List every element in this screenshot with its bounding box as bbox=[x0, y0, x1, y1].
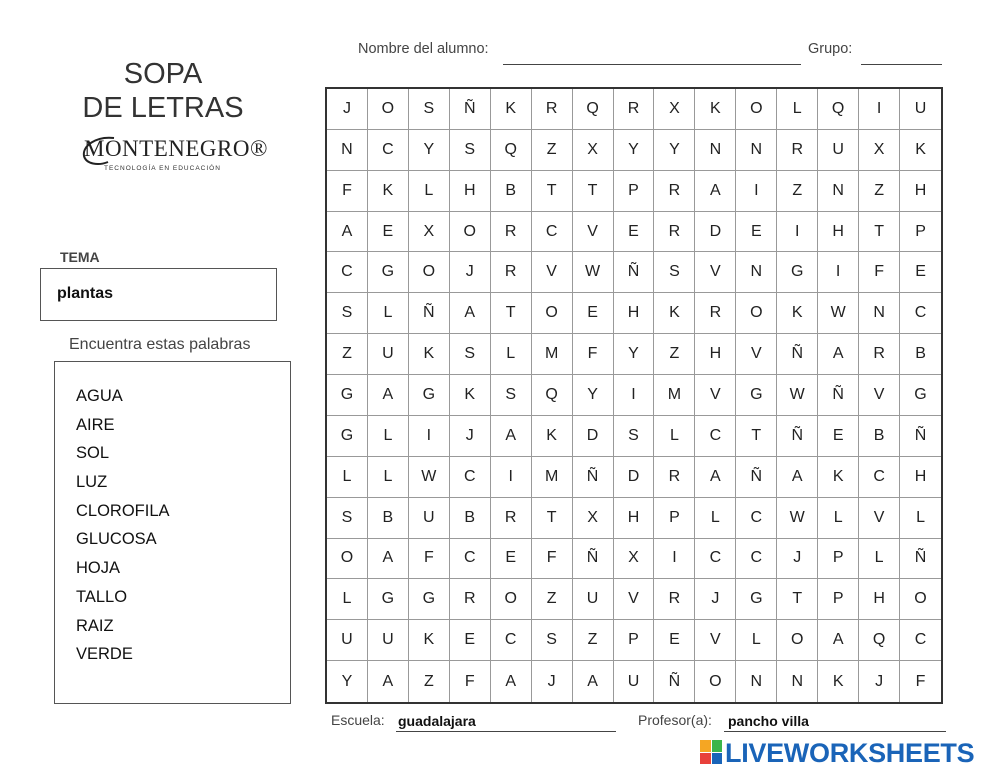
grid-cell[interactable]: V bbox=[859, 375, 900, 416]
grid-cell[interactable]: L bbox=[695, 498, 736, 539]
grid-cell[interactable]: G bbox=[368, 252, 409, 293]
grid-cell[interactable]: U bbox=[327, 620, 368, 661]
teacher-label: Profesor(a): bbox=[638, 712, 712, 728]
topic-box bbox=[40, 268, 277, 321]
grid-cell[interactable]: Y bbox=[614, 334, 655, 375]
grid-cell[interactable]: K bbox=[368, 171, 409, 212]
grid-cell[interactable]: N bbox=[777, 661, 818, 702]
word-list-label: Encuentra estas palabras bbox=[69, 336, 251, 353]
grid-cell[interactable]: G bbox=[736, 375, 777, 416]
grid-cell[interactable]: V bbox=[614, 579, 655, 620]
grid-cell[interactable]: Z bbox=[573, 620, 614, 661]
logo-tagline: TECNOLOGÍA EN EDUCACIÓN bbox=[104, 165, 221, 172]
grid-cell[interactable]: R bbox=[695, 293, 736, 334]
grid-cell[interactable]: I bbox=[409, 416, 450, 457]
grid-cell[interactable]: S bbox=[450, 130, 491, 171]
logo-square bbox=[712, 740, 723, 752]
grid-cell[interactable]: Q bbox=[532, 375, 573, 416]
grid-cell[interactable]: T bbox=[532, 498, 573, 539]
grid-cell[interactable]: O bbox=[491, 579, 532, 620]
grid-cell[interactable]: Z bbox=[777, 171, 818, 212]
grid-cell[interactable]: K bbox=[409, 334, 450, 375]
grid-cell[interactable]: L bbox=[900, 498, 941, 539]
grid-cell[interactable]: P bbox=[614, 620, 655, 661]
student-name-field[interactable] bbox=[503, 64, 801, 65]
grid-cell[interactable]: C bbox=[736, 539, 777, 580]
grid-cell[interactable]: K bbox=[900, 130, 941, 171]
grid-cell[interactable]: O bbox=[736, 89, 777, 130]
grid-cell[interactable]: Ñ bbox=[654, 661, 695, 702]
grid-cell[interactable]: J bbox=[777, 539, 818, 580]
liveworksheets-text: LIVEWORKSHEETS bbox=[725, 738, 975, 768]
grid-cell[interactable]: A bbox=[695, 457, 736, 498]
grid-cell[interactable]: E bbox=[368, 212, 409, 253]
grid-cell[interactable]: Y bbox=[614, 130, 655, 171]
grid-cell[interactable]: M bbox=[654, 375, 695, 416]
grid-cell[interactable]: W bbox=[777, 375, 818, 416]
grid-cell[interactable]: T bbox=[532, 171, 573, 212]
grid-cell[interactable]: X bbox=[654, 89, 695, 130]
topic-value: plantas bbox=[57, 285, 114, 302]
grid-cell[interactable]: O bbox=[450, 212, 491, 253]
grid-cell[interactable]: F bbox=[573, 334, 614, 375]
grid-cell[interactable]: R bbox=[654, 212, 695, 253]
grid-cell[interactable]: H bbox=[859, 579, 900, 620]
grid-cell[interactable]: B bbox=[450, 498, 491, 539]
school-value: guadalajara bbox=[398, 713, 476, 729]
grid-cell[interactable]: Q bbox=[859, 620, 900, 661]
grid-cell[interactable]: I bbox=[614, 375, 655, 416]
grid-cell[interactable]: G bbox=[409, 579, 450, 620]
grid-cell[interactable]: J bbox=[327, 89, 368, 130]
grid-cell[interactable]: A bbox=[368, 375, 409, 416]
word-item: HOJA bbox=[76, 559, 121, 578]
grid-cell[interactable]: Y bbox=[654, 130, 695, 171]
grid-cell[interactable]: L bbox=[736, 620, 777, 661]
grid-cell[interactable]: L bbox=[491, 334, 532, 375]
grid-cell[interactable]: R bbox=[491, 498, 532, 539]
grid-cell[interactable]: P bbox=[818, 539, 859, 580]
grid-cell[interactable]: B bbox=[859, 416, 900, 457]
grid-cell[interactable]: R bbox=[532, 89, 573, 130]
grid-cell[interactable]: X bbox=[573, 498, 614, 539]
school-field-line bbox=[396, 731, 616, 732]
grid-cell[interactable]: S bbox=[532, 620, 573, 661]
word-item: GLUCOSA bbox=[76, 530, 157, 549]
grid-cell[interactable]: T bbox=[736, 416, 777, 457]
grid-cell[interactable]: E bbox=[736, 212, 777, 253]
grid-cell[interactable]: I bbox=[818, 252, 859, 293]
grid-cell[interactable]: K bbox=[818, 457, 859, 498]
grid-cell[interactable]: L bbox=[409, 171, 450, 212]
grid-cell[interactable]: K bbox=[450, 375, 491, 416]
grid-cell[interactable]: Q bbox=[491, 130, 532, 171]
grid-cell[interactable]: Z bbox=[409, 661, 450, 702]
grid-cell[interactable]: D bbox=[695, 212, 736, 253]
word-item: LUZ bbox=[76, 473, 108, 492]
grid-cell[interactable]: R bbox=[654, 579, 695, 620]
grid-cell[interactable]: V bbox=[859, 498, 900, 539]
grid-cell[interactable]: Y bbox=[327, 661, 368, 702]
grid-cell[interactable]: Ñ bbox=[818, 375, 859, 416]
grid-cell[interactable]: Z bbox=[327, 334, 368, 375]
grid-cell[interactable]: M bbox=[532, 334, 573, 375]
grid-cell[interactable]: I bbox=[777, 212, 818, 253]
grid-cell[interactable]: A bbox=[777, 457, 818, 498]
grid-cell[interactable]: F bbox=[327, 171, 368, 212]
grid-cell[interactable]: J bbox=[859, 661, 900, 702]
grid-cell[interactable]: O bbox=[900, 579, 941, 620]
grid-cell[interactable]: R bbox=[450, 579, 491, 620]
grid-cell[interactable]: L bbox=[777, 89, 818, 130]
grid-cell[interactable]: V bbox=[573, 212, 614, 253]
grid-cell[interactable]: U bbox=[818, 130, 859, 171]
grid-cell[interactable]: C bbox=[491, 620, 532, 661]
grid-cell[interactable]: U bbox=[368, 334, 409, 375]
grid-cell[interactable]: N bbox=[695, 130, 736, 171]
grid-cell[interactable]: C bbox=[900, 293, 941, 334]
grid-cell[interactable]: A bbox=[368, 539, 409, 580]
grid-cell[interactable]: X bbox=[614, 539, 655, 580]
grid-cell[interactable]: A bbox=[327, 212, 368, 253]
grid-cell[interactable]: M bbox=[532, 457, 573, 498]
grid-cell[interactable]: R bbox=[491, 252, 532, 293]
word-item: AIRE bbox=[76, 415, 115, 434]
grid-cell[interactable]: A bbox=[450, 293, 491, 334]
grid-cell[interactable]: V bbox=[532, 252, 573, 293]
grid-cell[interactable]: P bbox=[614, 171, 655, 212]
grid-cell[interactable]: O bbox=[368, 89, 409, 130]
grid-cell[interactable]: T bbox=[777, 579, 818, 620]
grid-cell[interactable]: Ñ bbox=[409, 293, 450, 334]
title-line-1: SOPA bbox=[123, 58, 203, 90]
grid-cell[interactable]: O bbox=[736, 293, 777, 334]
grid-cell[interactable]: Ñ bbox=[900, 539, 941, 580]
grid-cell[interactable]: K bbox=[777, 293, 818, 334]
grid-cell[interactable]: S bbox=[614, 416, 655, 457]
grid-cell[interactable]: H bbox=[450, 171, 491, 212]
grid-cell[interactable]: X bbox=[573, 130, 614, 171]
grid-cell[interactable]: Ñ bbox=[573, 457, 614, 498]
word-item: RAIZ bbox=[76, 616, 114, 635]
grid-cell[interactable]: S bbox=[409, 89, 450, 130]
grid-cell[interactable]: Ñ bbox=[573, 539, 614, 580]
grid-cell[interactable]: C bbox=[450, 457, 491, 498]
grid-cell[interactable]: W bbox=[777, 498, 818, 539]
logo-square bbox=[712, 753, 723, 765]
liveworksheets-logo-icon bbox=[700, 740, 722, 764]
logo-name: MONTENEGRO® bbox=[84, 136, 268, 161]
word-list-box bbox=[54, 361, 291, 704]
grid-cell[interactable]: Z bbox=[654, 334, 695, 375]
grid-cell[interactable]: W bbox=[573, 252, 614, 293]
grid-cell[interactable]: I bbox=[736, 171, 777, 212]
grid-cell[interactable]: F bbox=[859, 252, 900, 293]
grid-cell[interactable]: K bbox=[695, 89, 736, 130]
grid-cell[interactable]: F bbox=[409, 539, 450, 580]
grid-cell[interactable]: D bbox=[614, 457, 655, 498]
grid-cell[interactable]: S bbox=[327, 498, 368, 539]
grid-cell[interactable]: U bbox=[614, 661, 655, 702]
grid-cell[interactable]: H bbox=[900, 457, 941, 498]
grid-cell[interactable]: P bbox=[900, 212, 941, 253]
grid-cell[interactable]: N bbox=[818, 171, 859, 212]
grid-cell[interactable]: U bbox=[900, 89, 941, 130]
grid-cell[interactable]: E bbox=[573, 293, 614, 334]
grid-cell[interactable]: S bbox=[327, 293, 368, 334]
grid-cell[interactable]: K bbox=[532, 416, 573, 457]
grid-cell[interactable]: Ñ bbox=[614, 252, 655, 293]
grid-cell[interactable]: B bbox=[900, 334, 941, 375]
grid-cell[interactable]: V bbox=[695, 620, 736, 661]
grid-cell[interactable]: V bbox=[695, 375, 736, 416]
grid-cell[interactable]: O bbox=[327, 539, 368, 580]
grid-cell[interactable]: C bbox=[900, 620, 941, 661]
grid-cell[interactable]: F bbox=[915, 672, 926, 690]
grid-cell[interactable]: I bbox=[859, 89, 900, 130]
grid-cell[interactable]: R bbox=[859, 334, 900, 375]
grid-cell[interactable]: A bbox=[491, 661, 532, 702]
letter-grid bbox=[325, 87, 943, 704]
grid-cell[interactable]: R bbox=[614, 89, 655, 130]
grid-cell[interactable]: K bbox=[818, 661, 859, 702]
grid-cell[interactable]: C bbox=[368, 130, 409, 171]
grid-cell[interactable]: G bbox=[736, 579, 777, 620]
word-item: VERDE bbox=[76, 645, 133, 664]
grid-cell[interactable]: L bbox=[327, 457, 368, 498]
grid-cell[interactable]: T bbox=[491, 293, 532, 334]
grid-cell[interactable]: X bbox=[409, 212, 450, 253]
grid-cell[interactable]: U bbox=[573, 579, 614, 620]
montenegro-logo bbox=[74, 132, 274, 182]
grid-cell[interactable]: O bbox=[777, 620, 818, 661]
grid-cell[interactable]: K bbox=[491, 89, 532, 130]
word-list bbox=[76, 382, 170, 669]
grid-cell[interactable]: J bbox=[532, 661, 573, 702]
grid-cell[interactable]: C bbox=[736, 498, 777, 539]
grid-cell[interactable]: L bbox=[368, 293, 409, 334]
grid-cell[interactable]: V bbox=[736, 334, 777, 375]
grid-cell[interactable]: H bbox=[614, 293, 655, 334]
grid-cell[interactable]: G bbox=[777, 252, 818, 293]
grid-cell[interactable]: A bbox=[818, 334, 859, 375]
grid-cell[interactable]: E bbox=[900, 252, 941, 293]
grid-cell[interactable]: I bbox=[654, 539, 695, 580]
grid-cell[interactable]: Ñ bbox=[450, 89, 491, 130]
grid-cell[interactable]: G bbox=[409, 375, 450, 416]
teacher-value: pancho villa bbox=[728, 713, 809, 729]
grid-cell[interactable]: H bbox=[695, 334, 736, 375]
logo-square bbox=[700, 740, 711, 752]
grid-cell[interactable]: O bbox=[409, 252, 450, 293]
grid-cell[interactable]: Ñ bbox=[777, 334, 818, 375]
grid-cell[interactable]: E bbox=[614, 212, 655, 253]
grid-cell[interactable]: A bbox=[491, 416, 532, 457]
grid-cell[interactable]: Y bbox=[409, 130, 450, 171]
grid-cell[interactable]: E bbox=[818, 416, 859, 457]
grid-cell[interactable]: V bbox=[695, 252, 736, 293]
grid-cell[interactable]: S bbox=[491, 375, 532, 416]
grid-cell[interactable]: N bbox=[327, 130, 368, 171]
grid-cell[interactable]: Q bbox=[818, 89, 859, 130]
grid-cell[interactable]: R bbox=[654, 457, 695, 498]
grid-cell[interactable]: C bbox=[859, 457, 900, 498]
grid-cell[interactable]: A bbox=[368, 661, 409, 702]
grid-cell[interactable]: F bbox=[532, 539, 573, 580]
grid-cell[interactable]: G bbox=[900, 375, 941, 416]
grid-cell[interactable]: C bbox=[327, 252, 368, 293]
grid-cell[interactable]: Ñ bbox=[777, 416, 818, 457]
word-item: TALLO bbox=[76, 587, 128, 606]
grid-cell[interactable]: A bbox=[818, 620, 859, 661]
grid-cell[interactable]: A bbox=[695, 171, 736, 212]
grid-cell[interactable]: W bbox=[818, 293, 859, 334]
grid-cell[interactable]: G bbox=[368, 579, 409, 620]
grid-cell[interactable]: Z bbox=[532, 130, 573, 171]
grid-cell[interactable]: C bbox=[532, 212, 573, 253]
grid-cell[interactable]: J bbox=[450, 416, 491, 457]
grid-cell[interactable]: B bbox=[491, 171, 532, 212]
grid-cell[interactable]: N bbox=[859, 293, 900, 334]
grid-cell[interactable]: Z bbox=[859, 171, 900, 212]
grid-cell[interactable]: C bbox=[695, 416, 736, 457]
school-label: Escuela: bbox=[331, 712, 385, 728]
group-label: Grupo: bbox=[808, 41, 853, 57]
grid-cell[interactable]: S bbox=[654, 252, 695, 293]
grid-cell[interactable]: Q bbox=[573, 89, 614, 130]
grid-cell[interactable]: G bbox=[327, 416, 368, 457]
grid-cell[interactable]: F bbox=[450, 661, 491, 702]
grid-cell[interactable]: Ñ bbox=[900, 416, 941, 457]
grid-cell[interactable]: U bbox=[409, 498, 450, 539]
grid-cell[interactable]: T bbox=[573, 171, 614, 212]
grid-cell[interactable]: E bbox=[654, 620, 695, 661]
grid-cell[interactable]: N bbox=[736, 252, 777, 293]
grid-cell[interactable]: P bbox=[818, 579, 859, 620]
word-item: CLOROFILA bbox=[76, 501, 170, 520]
grid-cell[interactable]: L bbox=[368, 416, 409, 457]
grid-cell[interactable]: B bbox=[368, 498, 409, 539]
grid-cell[interactable]: L bbox=[368, 457, 409, 498]
grid-cell[interactable]: H bbox=[818, 212, 859, 253]
grid-cell[interactable]: L bbox=[654, 416, 695, 457]
grid-cell[interactable]: Z bbox=[532, 579, 573, 620]
grid-cell[interactable]: R bbox=[654, 171, 695, 212]
grid-cell[interactable]: R bbox=[777, 130, 818, 171]
grid-cell[interactable]: C bbox=[450, 539, 491, 580]
word-item: AGUA bbox=[76, 387, 123, 405]
grid-cell[interactable]: X bbox=[859, 130, 900, 171]
liveworksheets-watermark[interactable] bbox=[700, 737, 995, 769]
grid-cell[interactable]: H bbox=[614, 498, 655, 539]
grid-cell[interactable]: U bbox=[368, 620, 409, 661]
grid-cell[interactable]: N bbox=[736, 130, 777, 171]
grid-cell[interactable]: I bbox=[491, 457, 532, 498]
grid-cell[interactable]: L bbox=[818, 498, 859, 539]
grid-cell[interactable]: R bbox=[491, 212, 532, 253]
grid-cell[interactable]: A bbox=[573, 661, 614, 702]
student-name-label: Nombre del alumno: bbox=[358, 41, 489, 57]
grid-cell[interactable]: Y bbox=[573, 375, 614, 416]
grid-cell[interactable]: K bbox=[409, 620, 450, 661]
grid-cell[interactable]: W bbox=[409, 457, 450, 498]
grid-cell[interactable]: D bbox=[573, 416, 614, 457]
grid-cell[interactable]: K bbox=[654, 293, 695, 334]
grid-cell[interactable]: L bbox=[327, 579, 368, 620]
grid-cell[interactable]: J bbox=[695, 579, 736, 620]
grid-cell[interactable]: G bbox=[327, 375, 368, 416]
grid-cell[interactable]: J bbox=[450, 252, 491, 293]
logo-square bbox=[700, 753, 711, 765]
grid-cell[interactable]: L bbox=[859, 539, 900, 580]
grid-cell[interactable]: H bbox=[900, 171, 941, 212]
title-line-2: DE LETRAS bbox=[82, 92, 244, 124]
grid-cell[interactable]: P bbox=[654, 498, 695, 539]
grid-cell[interactable]: E bbox=[491, 539, 532, 580]
grid-cell[interactable]: E bbox=[450, 620, 491, 661]
topic-label: TEMA bbox=[60, 249, 100, 265]
word-item: SOL bbox=[76, 444, 110, 463]
teacher-field-line bbox=[724, 731, 946, 732]
grid-cell[interactable]: N bbox=[736, 661, 777, 702]
grid-cell[interactable]: S bbox=[450, 334, 491, 375]
grid-cell[interactable]: O bbox=[695, 661, 736, 702]
grid-cell[interactable]: O bbox=[532, 293, 573, 334]
grid-cell[interactable]: C bbox=[695, 539, 736, 580]
group-field[interactable] bbox=[861, 64, 942, 65]
grid-cell[interactable]: T bbox=[859, 212, 900, 253]
grid-cell[interactable]: Ñ bbox=[736, 457, 777, 498]
